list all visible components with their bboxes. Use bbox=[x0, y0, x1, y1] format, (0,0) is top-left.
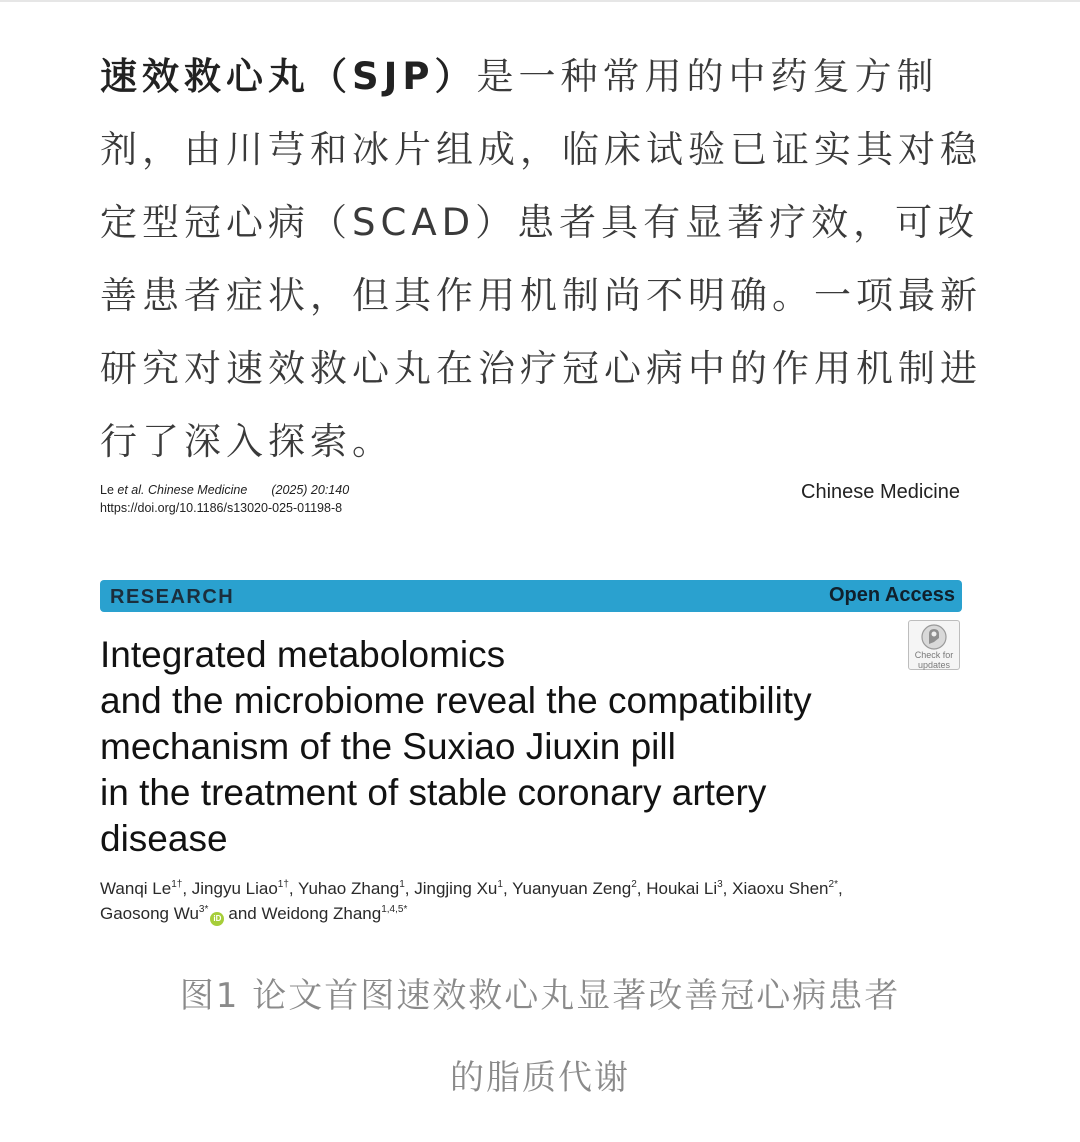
intro-bold-lead: 速效救心丸（SJP） bbox=[100, 55, 477, 98]
intro-paragraph bbox=[100, 40, 990, 478]
paper-first-page-image bbox=[100, 478, 962, 930]
check-updates-line1: Check for bbox=[914, 650, 954, 660]
author-name: Weidong Zhang bbox=[261, 904, 382, 923]
title-line: disease bbox=[100, 818, 228, 859]
open-access-label: Open Access bbox=[829, 584, 955, 606]
title-line: in the treatment of stable coronary artery bbox=[100, 772, 767, 813]
paper-title bbox=[100, 632, 900, 862]
author-name: Yuhao Zhang bbox=[298, 879, 400, 898]
check-updates-icon bbox=[921, 624, 947, 650]
article-type-label: RESEARCH bbox=[110, 586, 235, 608]
author-affiliation: 1,4,5* bbox=[381, 904, 408, 915]
top-divider bbox=[0, 0, 1080, 2]
author-name: Wanqi Le bbox=[100, 879, 172, 898]
author-affiliation: 2 bbox=[631, 879, 637, 890]
author-name: Jingyu Liao bbox=[191, 879, 278, 898]
citation-volume: (2025) 20:140 bbox=[271, 483, 350, 497]
journal-name: Chinese Medicine bbox=[801, 481, 960, 503]
author-name: Houkai Li bbox=[646, 879, 718, 898]
author-list: Wanqi $Le^{1\dagger}$, Jingyu Liao$^{1\dagger}$, Yuhao Zhang$^1$, Jingjing Xu$^1$, Yuanyuan Zeng$^2$, Houkai Li$^3$, Xiaoxu Shen$^{2*}$, Gaosong $Wu^{3*}iD$ and Weidong Zhang$^{1,4,5*}$ bbox=[100, 876, 962, 926]
figure-caption bbox=[100, 955, 980, 1119]
intro-body: 是一种常用的中药复方制剂，由川芎和冰片组成，临床试验已证实其对稳定型冠心病（SCAD）患者具有显著疗效，可改善患者症状，但其作用机制尚不明确。一项最新研究对速效救心丸在治疗冠心病中的作用机制进行了深入探索。 bbox=[100, 55, 982, 463]
author-name: Xiaoxu Shen bbox=[732, 879, 829, 898]
title-line: and the microbiome reveal the compatibility bbox=[100, 680, 812, 721]
author-affiliation: 1† bbox=[277, 879, 289, 890]
citation-authors: Le bbox=[100, 483, 118, 497]
article-type-banner bbox=[100, 580, 962, 612]
author-affiliation: 1† bbox=[171, 879, 183, 890]
author-name: Gaosong Wu bbox=[100, 904, 199, 923]
doi-link[interactable]: https://doi.org/10.1186/s13020-025-01198-8 bbox=[100, 501, 343, 515]
citation-block bbox=[100, 481, 349, 517]
caption-line-1: 图1 论文首图速效救心丸显著改善冠心病患者 bbox=[179, 976, 901, 1016]
citation-journal: et al. Chinese Medicine bbox=[117, 483, 248, 497]
author-affiliation: 3* bbox=[198, 904, 209, 915]
title-line: mechanism of the Suxiao Jiuxin pill bbox=[100, 726, 676, 767]
author-affiliation: 1 bbox=[399, 879, 405, 890]
orcid-icon[interactable]: iD bbox=[210, 912, 224, 926]
author-name: Jingjing Xu bbox=[414, 879, 498, 898]
author-name: Yuanyuan Zeng bbox=[512, 879, 632, 898]
caption-line-2: 的脂质代谢 bbox=[450, 1058, 630, 1098]
author-affiliation: 3 bbox=[717, 879, 723, 890]
title-line: Integrated metabolomics bbox=[100, 634, 506, 675]
authors-and: and bbox=[228, 904, 257, 923]
check-for-updates-badge[interactable] bbox=[908, 620, 960, 670]
author-affiliation: 2* bbox=[828, 879, 838, 890]
author-affiliation: 1 bbox=[497, 879, 503, 890]
check-updates-line2: updates bbox=[917, 660, 951, 670]
